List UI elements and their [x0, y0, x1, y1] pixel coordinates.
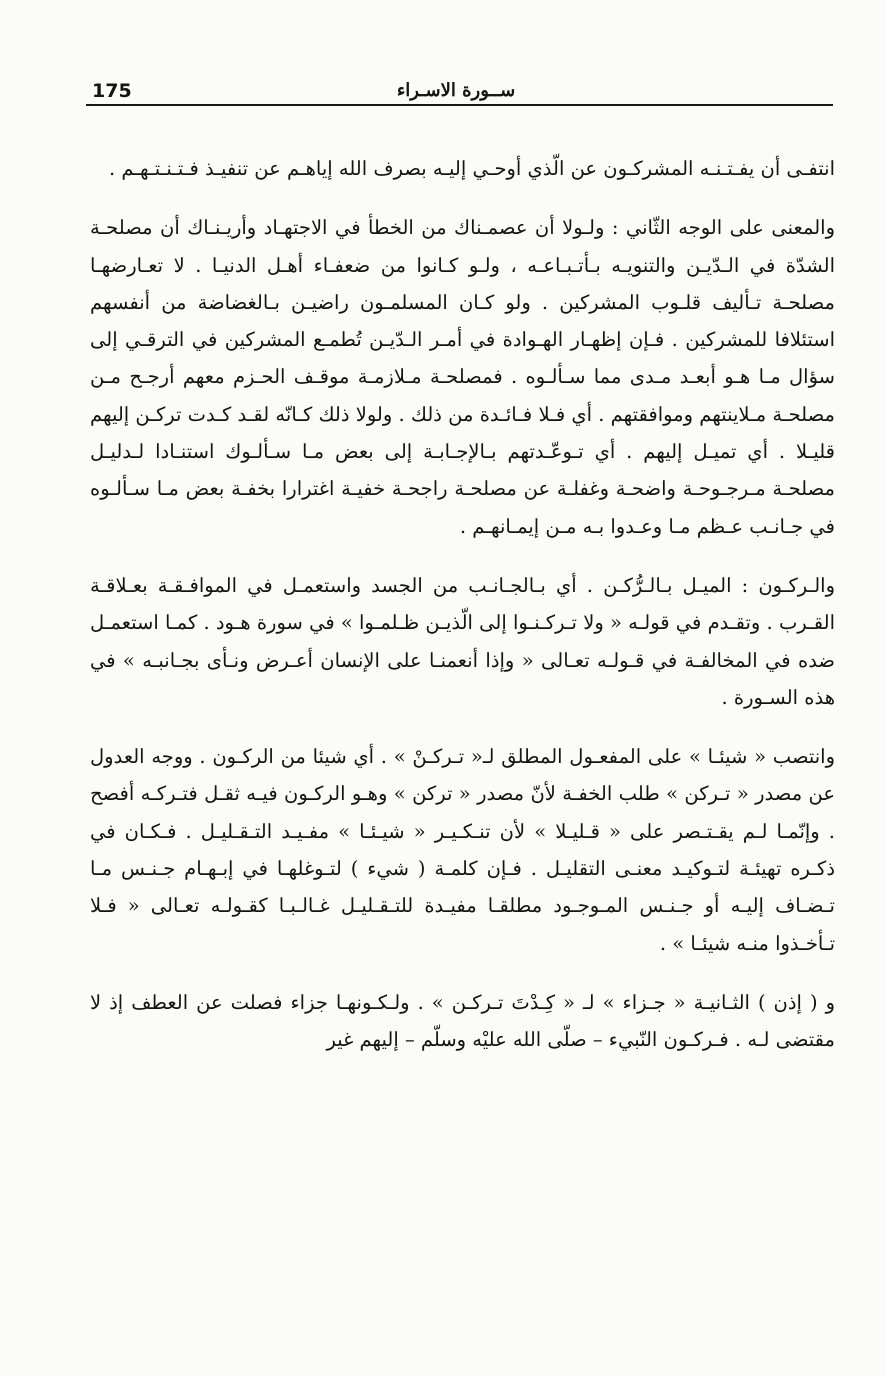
paragraph-5: و ( إذن ) الثـانيـة « جـزاء » لـ « كِـدْتَ تـركـن » . ولـكـونهـا جزاء فصلت عن العطف إذ لا مقتضى لـه . فـركـون النّبيء – صلّى الله عليْه وسلّم – إليهم غير [90, 990, 835, 1052]
paragraph-2: والمعنى على الوجه الثّاني : ولـولا أن عصمـناك من الخطأ في الاجتهـاد وأريـنـاك أن مصلحـة الشدّة في الـدّيـن والتنويـه بـأتـبـاعـه ، ولـو كـانوا من ضعفـاء أهـل الدنيـا . لا تعـارضهـا مصلحـة تـأليف قلـوب المشركين . ولو كـان المسلمـون راضيـن بـالغضاضة من أنفسهم استئلافا للمشركين . فـإن إظهـار الهـوادة في أمـر الـدّيـن تُطمـع المشركين في الترقـي إلى سؤال مـا هـو أبعـد مـدى مما سـألـوه . فمصلحـة مـلازمـة موقـف الحـزم معهم أرجـح مـن مصلحـة مـلاينتهم وموافقتهم . أي فـلا فـائـدة من ذلك . ولولا ذلك كـانّه لقـد كـدت تركـن إليهم قليـلا . أي تميـل إليهم . أي تـوعّـدتهم بـالإجـابـة إلى بعض مـا سـألـوك استنـادا لـدليـل مصلحـة مـرجـوحـة واضحـة وغفلـة عن مصلحـة راجحـة خفيـة اغترارا بخفـة بعض مـا سـألـوه في جـانـب عـظم مـا وعـدوا بـه مـن إيمـانهـم . [90, 216, 835, 538]
page-header [86, 72, 826, 106]
paragraph-3: والـركـون : الميـل بـالـرُّكـن . أي بـالجـانـب من الجسد واستعمـل في الموافـقـة بعـلاقـة القـرب . وتقـدم في قولـه « ولا تـركـنـوا إلى الّذيـن ظـلمـوا » في سورة هـود . كمـا استعمـل ضده في المخالفـة في قـولـه تعـالى « وإذا أنعمنـا على الإنسان أعـرض ونـأى بجـانبـه » في هذه السـورة . [90, 573, 835, 709]
running-title: ســورة الاسـراء [396, 80, 516, 101]
paragraph-4: وانتصب « شيئـا » على المفعـول المطلق لـ« تـركـنْ » . أي شيئا من الركـون . ووجه العدول عن مصدر « تـركن » طلب الخفـة لأنّ مصدر « تركن » وهـو الركـون فيـه ثقـل فتـركـه أفصح . وإنّمـا لـم يقـتـصر على « قـليـلا » لأن تنـكـيـر « شيـئـا » مفـيـد التـقـليـل . فـكـان في ذكـره تهيئـة لتـوكيـد معنـى التقليـل . فـإن كلمـة ( شيء ) لتـوغلهـا في إبـهـام جـنـس مـا تـضـاف إليـه أو جـنـس المـوجـود مطلقـا مفيـدة للتـقـليـل غـالـبـا كقـولـه تعـالى « فـلا تـأخـذوا منـه شيئـا » . [90, 745, 835, 955]
header-rule [86, 104, 833, 106]
page-number: 175 [92, 80, 132, 102]
body-text [90, 150, 835, 1081]
paragraph-1: انتفـى أن يفـتـنـه المشركـون عن الّذي أوحـي إليـه بصرف الله إياهـم عن تنفيـذ فـتـنـتـهـم . [108, 157, 835, 180]
